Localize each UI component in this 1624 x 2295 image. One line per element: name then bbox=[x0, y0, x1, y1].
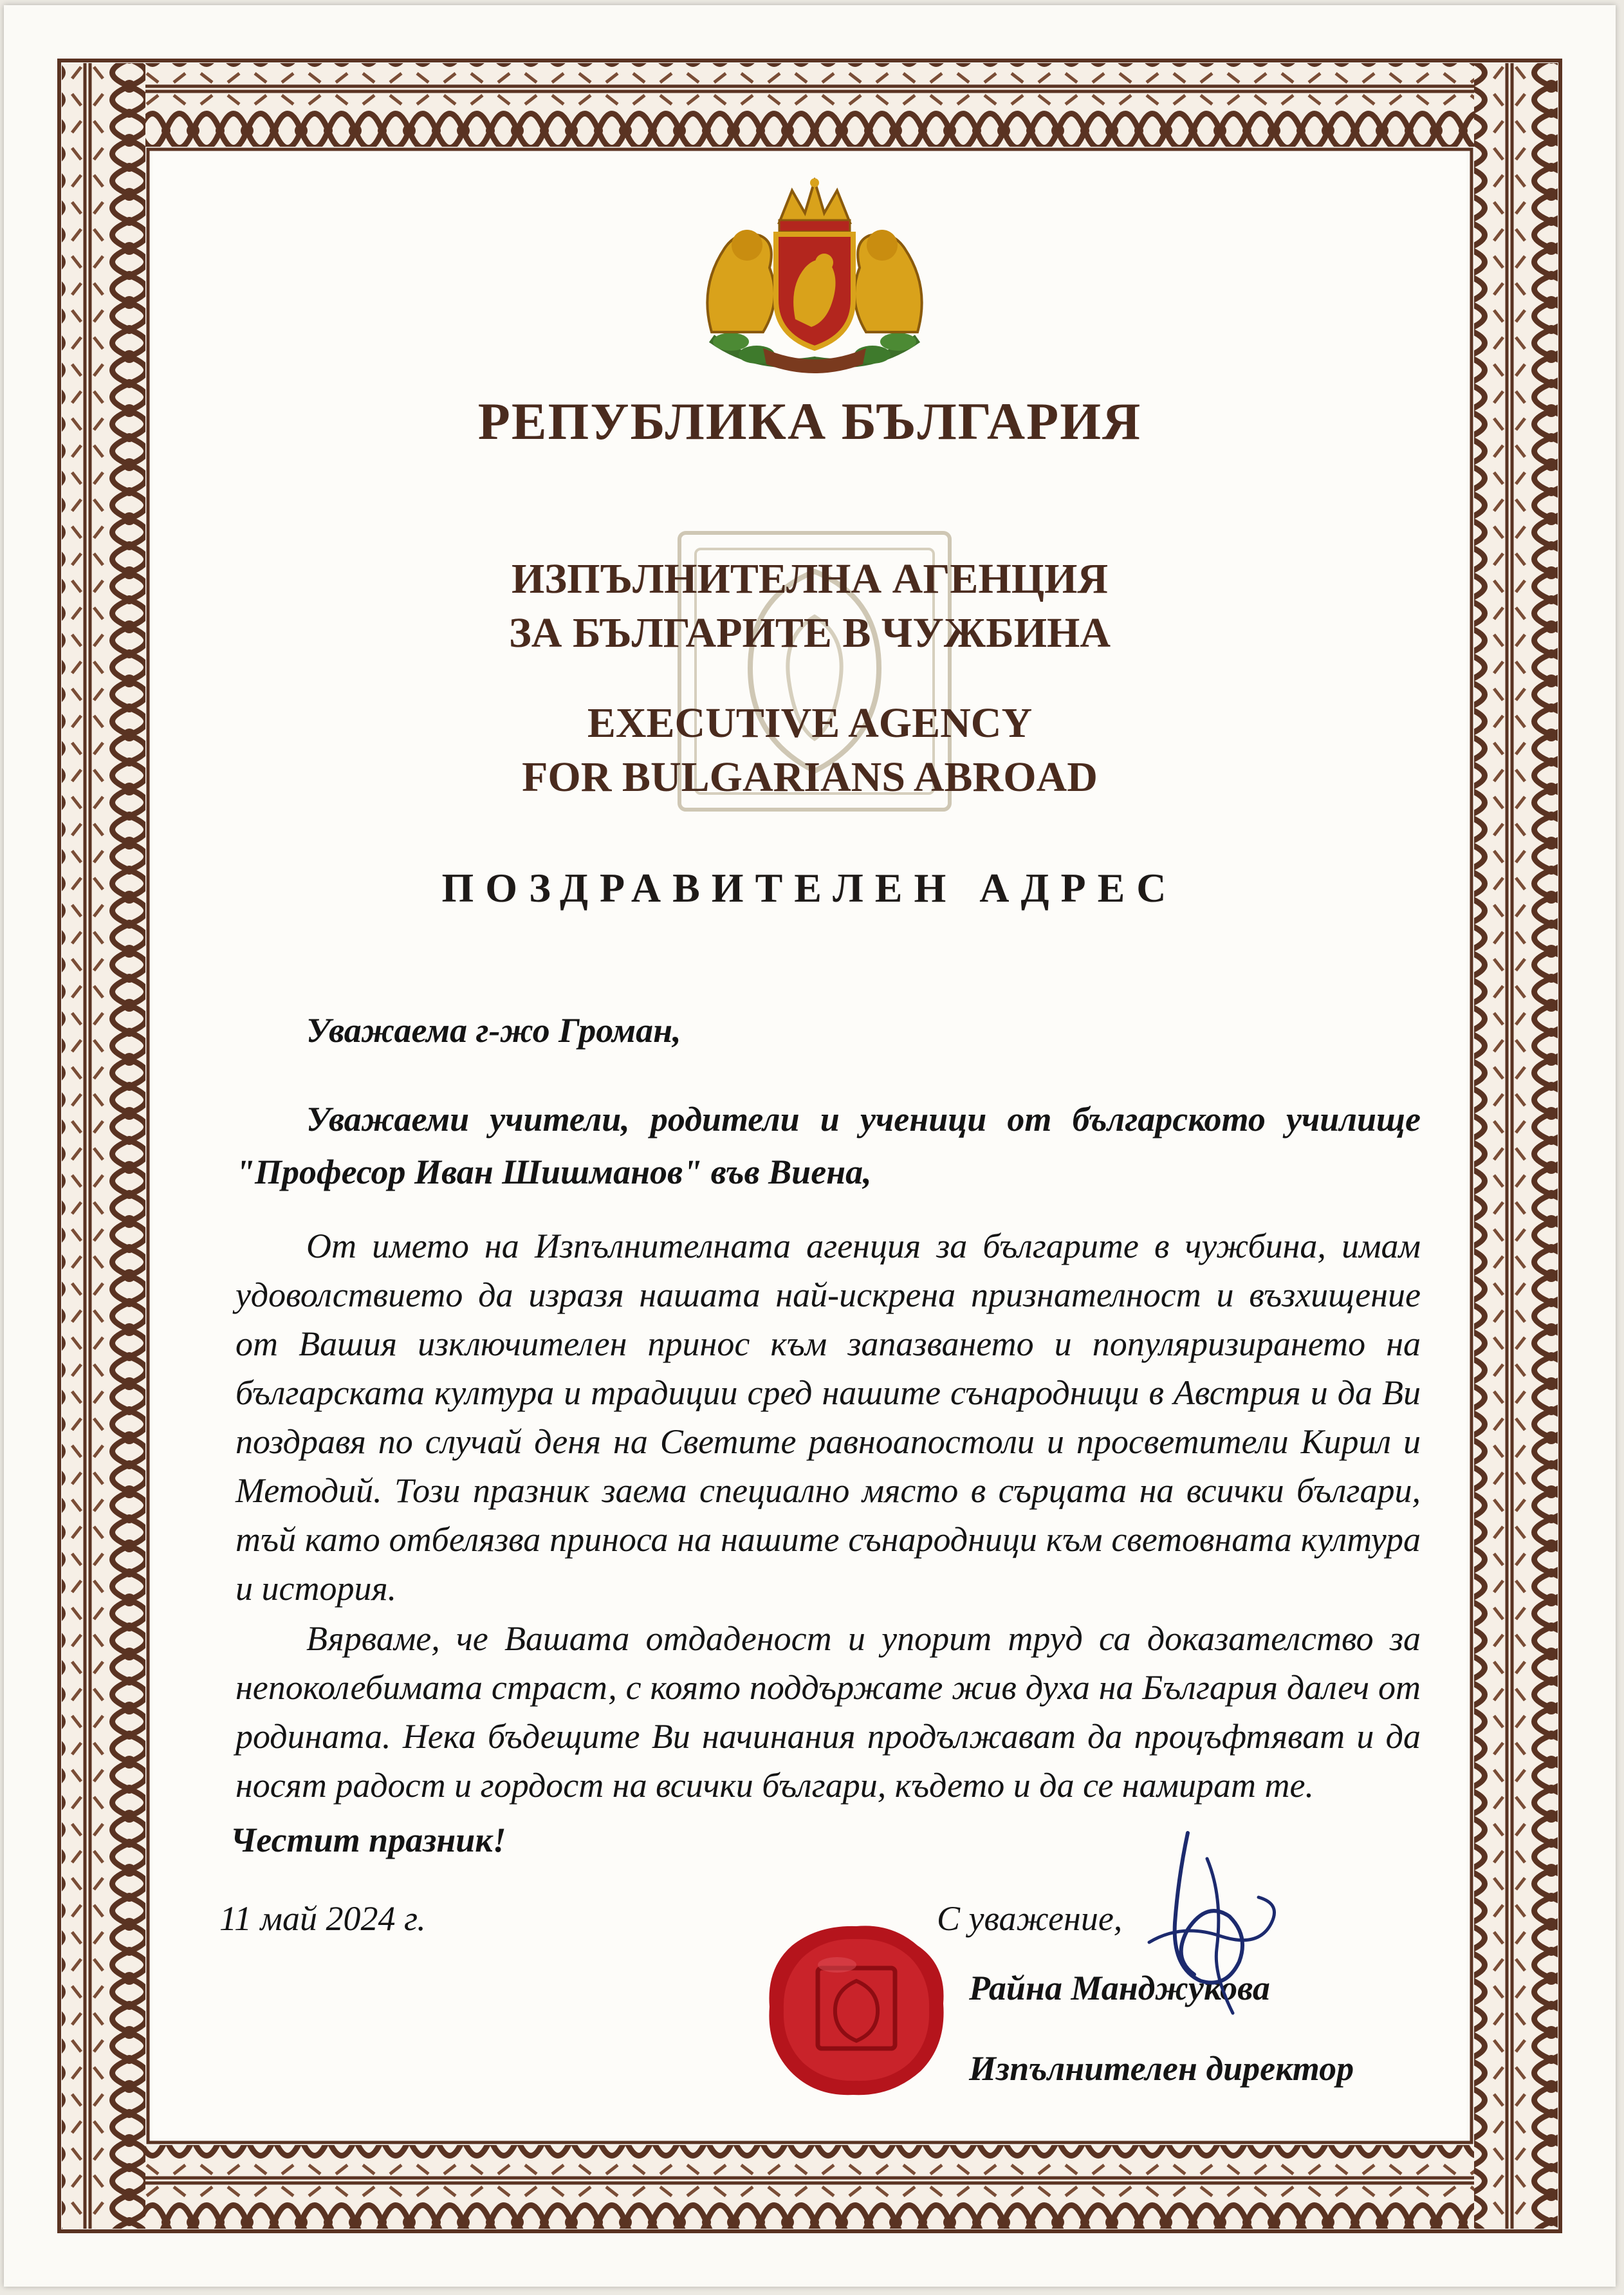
body-paragraph-1: От името на Изпълнителната агенция за българите в чужбина, имам удоволствието да изразя нашата най-искрена признателност и възхищение от Вашия изключителен принос към запазването и популяризирането на българската култура и традиции сред нашите сънародници в Австрия и да Ви поздравя по случай деня на Светите равноапостоли и просветители Кирил и Методий. Този празник заема специално място в сърцата на всички българи, тъй като отбелязва приноса на нашите сънародници към световната култура и история. bbox=[235, 1227, 1421, 1608]
body-paragraph-2: Вярваме, че Вашата отдаденост и упорит труд са доказателство за непоколебимата страст, с която поддържате жив духа на България далеч от родината. Нека бъдещите Ви начинания продължават да процъфтяват и да носят радост и гордост на всички българи, където и да се намират те. bbox=[235, 1619, 1421, 1805]
agency-name-english bbox=[4, 696, 1616, 804]
agency-en-line-1: EXECUTIVE AGENCY bbox=[587, 700, 1033, 747]
bulgarian-coat-of-arms-icon bbox=[686, 178, 943, 377]
signer-position: Изпълнителен директор bbox=[969, 2049, 1354, 2088]
closing-greeting: Честит празник! bbox=[230, 1821, 506, 1859]
document-date: 11 май 2024 г. bbox=[219, 1899, 426, 1938]
agency-name-bulgarian bbox=[4, 552, 1616, 660]
signer-name: Райна Манджукова bbox=[969, 1969, 1270, 2007]
certificate-sheet bbox=[4, 5, 1616, 2287]
wax-seal-icon bbox=[763, 1920, 950, 2100]
document-title: ПОЗДРАВИТЕЛЕН АДРЕС bbox=[441, 865, 1178, 911]
salutation-primary: Уважаема г-жо Громан, bbox=[306, 1011, 681, 1050]
salutation-secondary: Уважаеми учители, родители и ученици от българското училище "Професор Иван Шишманов" във Виена, bbox=[235, 1100, 1421, 1191]
regards-line: С уважение, bbox=[937, 1899, 1123, 1938]
agency-bg-line-2: ЗА БЪЛГАРИТЕ В ЧУЖБИНА bbox=[508, 609, 1111, 656]
country-heading: РЕПУБЛИКА БЪЛГАРИЯ bbox=[477, 392, 1142, 451]
agency-en-line-2: FOR BULGARIANS ABROAD bbox=[522, 754, 1098, 801]
agency-bg-line-1: ИЗПЪЛНИТЕЛНА АГЕНЦИЯ bbox=[511, 555, 1109, 602]
handwritten-signature bbox=[1111, 1820, 1304, 2032]
